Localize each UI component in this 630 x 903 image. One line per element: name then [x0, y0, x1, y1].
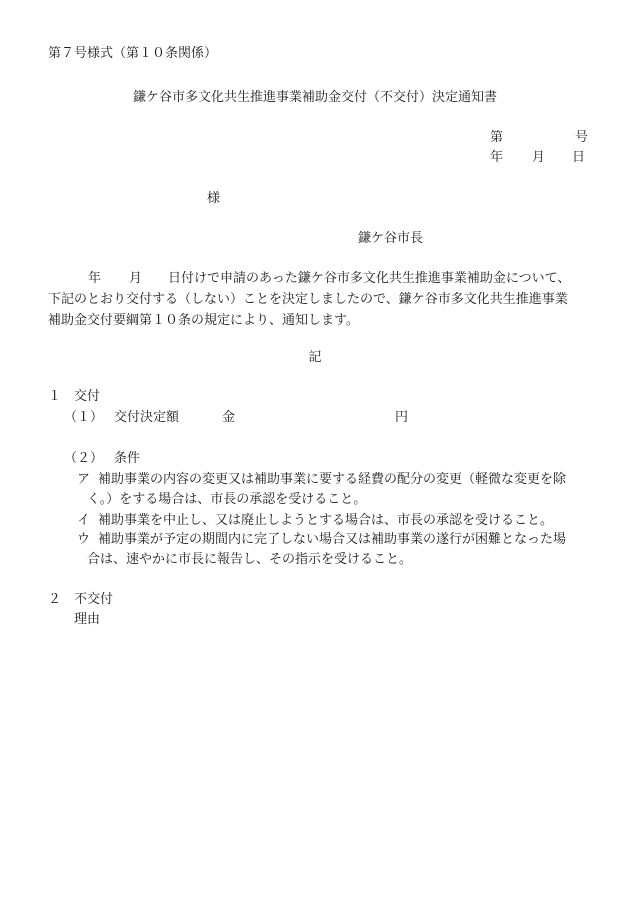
section2-number: ２ [48, 592, 62, 607]
condition-a-mark: ア [77, 472, 91, 487]
item2-number: （２） [64, 451, 104, 466]
addressee-suffix: 様 [207, 191, 221, 206]
date-month: 月 [532, 150, 546, 165]
condition-u-mark: ウ [77, 532, 91, 547]
body-year: 年 [88, 271, 102, 286]
section1-number: １ [48, 389, 62, 404]
item2-label: 条件 [114, 451, 141, 466]
condition-a-line2: く。）をする場合は、市長の承認を受けること。 [87, 492, 367, 507]
section1-label: 交付 [74, 389, 101, 404]
doc-number-suffix: 号 [575, 130, 589, 145]
date-year: 年 [490, 150, 504, 165]
ki-heading: 記 [308, 350, 322, 365]
body-line-1 [88, 271, 570, 287]
body-line-2: 下記のとおり交付する（しない）ことを決定しましたので、鎌ケ谷市多文化共生推進事業 [48, 292, 568, 307]
section2-label: 不交付 [74, 592, 114, 607]
date-day: 日 [572, 150, 586, 165]
condition-i-line1: 補助事業を中止し、又は廃止しようとする場合は、市長の承認を受けること。 [98, 513, 554, 528]
item1-number: （１） [64, 410, 104, 425]
body-line-1-text: 日付けで申請のあった鎌ケ谷市多文化共生推進事業補助金について、 [168, 271, 571, 286]
item1-kin: 金 [222, 410, 236, 425]
form-number: 第７号様式（第１０条関係） [48, 46, 218, 61]
sender: 鎌ケ谷市長 [358, 231, 424, 246]
reason-label: 理由 [74, 612, 101, 627]
body-line-3: 補助金交付要綱第１０条の規定により、通知します。 [48, 313, 359, 328]
condition-u-line1: 補助事業が予定の期間内に完了しない場合又は補助事業の遂行が困難となった場 [98, 532, 567, 547]
condition-a-line1: 補助事業の内容の変更又は補助事業に要する経費の配分の変更（軽微な変更を除 [98, 472, 567, 487]
body-month: 月 [129, 271, 143, 286]
condition-i-mark: イ [77, 513, 91, 528]
item1-label: 交付決定額 [114, 410, 180, 425]
condition-u-line2: 合は、速やかに市長に報告し、その指示を受けること。 [87, 552, 413, 567]
document-title: 鎌ケ谷市多文化共生推進事業補助金交付（不交付）決定通知書 [132, 90, 497, 105]
item1-en: 円 [395, 410, 409, 425]
doc-number-prefix: 第 [490, 130, 504, 145]
